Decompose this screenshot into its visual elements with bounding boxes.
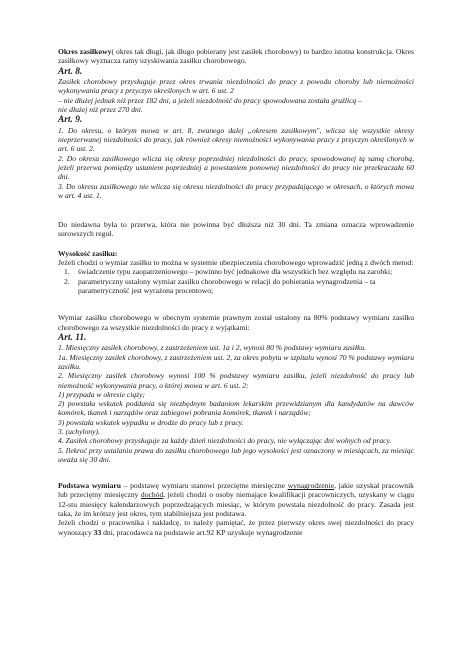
art-11-heading: Art. 11. xyxy=(58,332,87,343)
podstawa-wymiaru-term: Podstawa wymiaru xyxy=(58,481,121,491)
wymiar-intro: Wymiar zasiłku chorobowego w obecnym systemie prawnym został ustalony na 80% podstawy wymiaru zasiłku chorobowego za wszystkie niezdolności do pracy z wyjątkami: xyxy=(58,313,414,332)
przerwa-paragraph: Do niedawna była to przerwa, która nie powinna być dłuższa niż 30 dni. Ta zmiana oznacza wprowadzenie surowszych reguł. xyxy=(58,220,414,239)
art-9-paragraph-1: 1. Do okresu, o którym mowa w art. 8, zwanego dalej „okresem zasiłkowym", wlicza się wszystkie okresy nieprzerwanej niezdolności do pracy, jak również okresy niemożności wykonywania pracy z przyczyn określonych w art. 6 ust. 2. xyxy=(58,125,414,154)
wynagrodzenie-link[interactable]: wynagrodzenie xyxy=(287,481,335,491)
art-11-paragraph-1: 1. Miesięczny zasiłek chorobowy, z zastrzeżeniem ust. 1a i 2, wynosi 80 % podstawy wymiaru zasiłku. xyxy=(58,343,367,353)
art-11-point-1: 1) przypada w okresie ciąży; xyxy=(58,389,146,399)
art-11-paragraph-3: 3. (uchylony). xyxy=(58,427,100,436)
art-11-paragraph-2: 2. Miesięczny zasiłek chorobowy wynosi 100 % podstawy wymiaru zasiłku, jeżeli niezdolność do pracy lub niemożność wykonywania pracy, o której mowa w art. 6 ust. 2: xyxy=(58,371,414,390)
dochod-link[interactable]: dochód xyxy=(140,490,164,500)
art-8-line2: nie dłużej niż przez 270 dni. xyxy=(58,104,143,114)
list-item xyxy=(58,267,414,276)
list-item-text: parametryczny ustalony wymiar zasiłku chorobowego w relacji do pobierania wynagrodzenia – ta parametryczność jest wyrażona procentowo; xyxy=(78,276,376,295)
podstawa-wymiaru-paragraph: Podstawa wymiaru – podstawę wymiaru stanowi przeciętne miesięczne wynagrodzenie, jakie uzyskał pracownik lub przeciętny miesięczny dochód, jeżeli chodzi o osoby niemające kwalifikacji pracowniczych, uzyskany w ciągu 12-stu miesięcy kalendarzowych poprzedzających miesiąc, w którym powstała niezdolność do pracy. Zasada jest taka, że im krótszy jest okres, tym stabilniejsza jest podstawa. xyxy=(58,481,415,519)
okres-zasilkowy-term: Okres zasiłkowy xyxy=(58,47,112,56)
wysokosc-zasilku-intro: Jeżeli chodzi o wymiar zasiłku to można w systemie ubezpieczenia chorobowego wprowadzić jedną z dwóch metod: xyxy=(58,258,414,268)
art-8-text: Zasiłek chorobowy przysługuje przez okres trwania niezdolności do pracy z powodu choroby lub niemożności wykonywania pracy z przyczyn określonych w art. 6 ust. 2 xyxy=(58,77,414,96)
art-9-paragraph-2: 2. Do okresu zasiłkowego wlicza się okresy poprzedniej niezdolności do pracy, spowodowanej tą samą chorobą, jeżeli przerwa pomiędzy ustaniem poprzedniej a powstaniem ponownej niezdolności do pracy nie przekraczała 60 dni. xyxy=(58,153,414,182)
list-item xyxy=(58,277,414,296)
art-8-heading: Art. 8. xyxy=(58,66,83,77)
art-9-paragraph-3: 3. Do okresu zasiłkowego nie wlicza się okresu niezdolności do pracy przypadającego w okresach, o których mowa w art. 4 ust. 1. xyxy=(58,181,414,200)
list-item-number: 2. xyxy=(64,276,70,286)
list-item-number: 1. xyxy=(64,267,70,277)
wysokosc-zasilku-heading: Wysokość zasiłku: xyxy=(58,248,118,258)
art-9-heading: Art. 9. xyxy=(58,115,83,126)
art-11-paragraph-4: 4. Zasiłek chorobowy przysługuje za każdy dzień niezdolności do pracy, nie wyłączając dni wolnych od pracy. xyxy=(58,436,392,446)
pracownik-paragraph: Jeżeli chodzi o pracownika i nakładcę, to należy pamiętać, że przez pierwszy okres swej niezdolności do pracy wynoszący 33 dni, pracodawca na podstawie art.92 KP uzyskuje wynagrodzenie xyxy=(58,518,414,537)
art-11-paragraph-1a: 1a. Miesięczny zasiłek chorobowy, z zastrzeżeniem ust. 2, za okres pobytu w szpitalu wynosi 70 % podstawy wymiaru zasiłku. xyxy=(58,352,414,371)
list-item-text: świadczenie typu zaopatrzeniowego – powinno być jednakowe dla wszystkich bez względu na zarobki; xyxy=(78,267,393,277)
art-11-point-2: 2) powstała wskutek poddania się niezbędnym badaniom lekarskim przewidzianym dla kandydatów na dawców komórek, tkanek i narządów oraz zabiegowi pobrania komórek, tkanek i narządów; xyxy=(58,399,414,418)
days-count: 33 xyxy=(93,527,102,537)
art-11-point-3: 3) powstała wskutek wypadku w drodze do pracy lub z pracy. xyxy=(58,417,244,427)
okres-zasilkowy-intro: Okres zasiłkowy( okres tak długi, jak długo pobierany jest zasiłek chorobowy) to bardzo istotna konstrukcja. Okres zasiłkowy wyznacza ramy uzyskiwania zasiłku chorobowego. xyxy=(58,47,414,66)
art-8-line1: – nie dłużej jednak niż przez 182 dni, a jeżeli niezdolność do pracy spowodowana została gruźlicą – xyxy=(58,95,362,105)
art-11-paragraph-5: 5. Ilekroć przy ustalaniu prawa do zasiłku chorobowego lub jego wysokości jest oznaczony w miesiącach, za miesiąc uważa się 30 dni. xyxy=(58,445,414,464)
